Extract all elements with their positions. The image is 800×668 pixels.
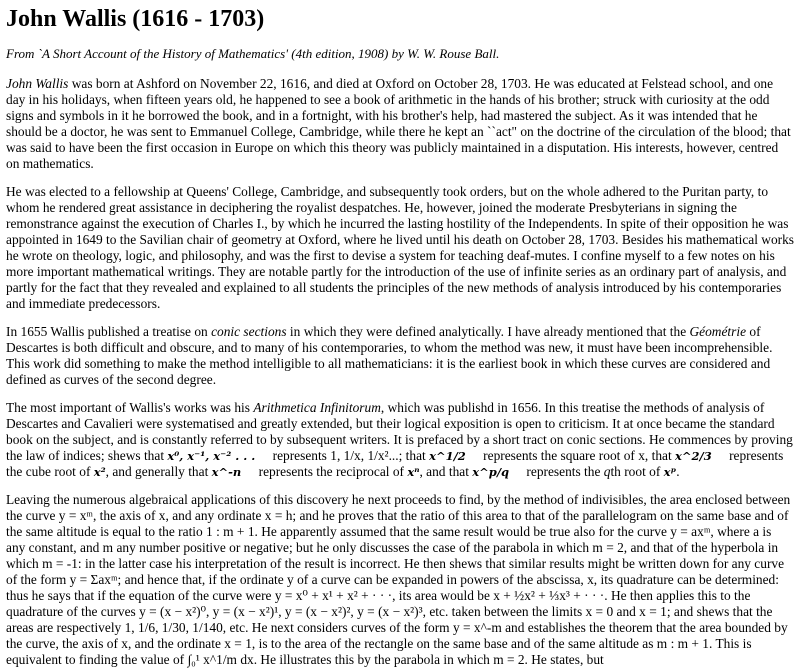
page-title: John Wallis (1616 - 1703) — [6, 6, 265, 32]
paragraph-quadrature: Leaving the numerous algebraical applications of this discovery he next proceeds to find, by the method of indivisibles, the area enclosed between the curve y = xᵐ, the axis of x, and any ordinate x = h; and he proves that the ratio of this area to that of the parallelogram on the same base and of the same altitude is equal to the ratio 1 : m + 1. He apparently assumed that the same result would be true also for the curve y = axᵐ, where a is any constant, and m any number positive or negative; but he only discusses the case of the parabola in which m = 2, and that of the hyperbola in which m = -1: in the latter case his interpretation of the result is incorrect. He then shews that similar results might be written down for any curve of the form y = Σaxᵐ; and hence that, if the ordinate y of a curve can be expanded in powers of the abscissa, x, its quadrature can be determined: thus he says that if the equation of the curve were y = x⁰ + x¹ + x² + · · ·, its area would be x + ½x² + ⅓x³ + · · ·. He then applies this to the quadrature of the curves y = (x − x²)⁰, y = (x − x²)¹, y = (x − x²)², y = (x − x²)³, etc. taken between the limits x = 0 and x = 1; and shews that the areas are respectively 1, 1/6, 1/30, 1/140, etc. He next considers curves of the form y = x^-m and establishes the theorem that the area bounded by the curve, the axis of x, and the ordinate x = 1, is to the area of the rectangle on the same base and of the same altitude as m : m + 1. This is equivalent to finding the value of ∫₀¹ x^1/m dx. He illustrates this by the parabola in which m = 2. He states, but — [6, 492, 791, 667]
math-powers: x⁰, x⁻¹, x⁻² . . . — [167, 449, 256, 463]
paragraph-career: He was elected to a fellowship at Queens' College, Cambridge, and subsequently took orders, but on the whole adhered to the Puritan party, to whom he rendered great assistance in deciphering the royalist despatches. He, however, joined the moderate Presbyterians in signing the remonstrance against the execution of Charles I., by which he incurred the lasting hostility of the Independents. In spite of their opposition he was appointed in 1649 to the Savilian chair of geometry at Oxford, where he lived until his death on October 28, 1703. Besides his mathematical works he wrote on theology, logic, and philosophy, and was the first to devise a system for teaching deaf-mutes. I confine myself to a few notes on his more important mathematical writings. They are notable partly for the introduction of the use of infinite series as an ordinary part of analysis, and partly for the fact that they revealed and explained to all students the principles of the new methods of analysis introduced by his contemporaries and immediate predecessors. — [6, 184, 795, 311]
paragraph-arithmetica: The most important of Wallis's works was his Arithmetica Infinitorum, which was publishd in 1656. In this treatise the methods of analysis of Descartes and Cavalieri were systematised and greatly extended, but their logical exposition is open to criticism. It at once became the standard book on the subject, and is constantly referred to by subsequent writers. It is prefaced by a short tract on conic sections. He commences by proving the law of indices; shews that x⁰, x⁻¹, x⁻² . . . represents 1, 1/x, 1/x²...; that x^1/2 represents the square root of x, that x^2/3 represents the cube root of x², and generally that x^-n represents the reciprocal of xⁿ, and that x^p/q represents the qth root of xᵖ. — [6, 400, 793, 479]
paragraph-conic-sections: In 1655 Wallis published a treatise on conic sections in which they were defined analytically. I have already mentioned that the Géométrie of Descartes is both difficult and obscure, and to many of his contemporaries, to whom the method was new, it must have been incomprehensible. This work did something to make the method intelligible to all mathematicians: it is the earliest book in which these curves are considered and defined as curves of the second degree. — [6, 324, 773, 387]
source-citation: From `A Short Account of the History of Mathematics' (4th edition, 1908) by W. W. Rouse Ball. — [6, 46, 500, 61]
subject-name: John Wallis — [6, 76, 69, 91]
paragraph-biography: John Wallis was born at Ashford on November 22, 1616, and died at Oxford on October 28, 1703. He was educated at Felstead school, and one day in his holidays, when fifteen years old, he happened to see a book of arithmetic in the hands of his brother; struck with curiosity at the odd signs and symbols in it he borrowed the book, and in a fortnight, with his brother's help, had mastered the subject. As it was intended that he should be a doctor, he was sent to Emmanuel College, Cambridge, while there he kept an ``act" on the doctrine of the circulation of the blood; that was said to have been the first occasion in Europe on which this theory was publicly maintained in a disputation. His interests, however, centred on mathematics. — [6, 76, 791, 171]
